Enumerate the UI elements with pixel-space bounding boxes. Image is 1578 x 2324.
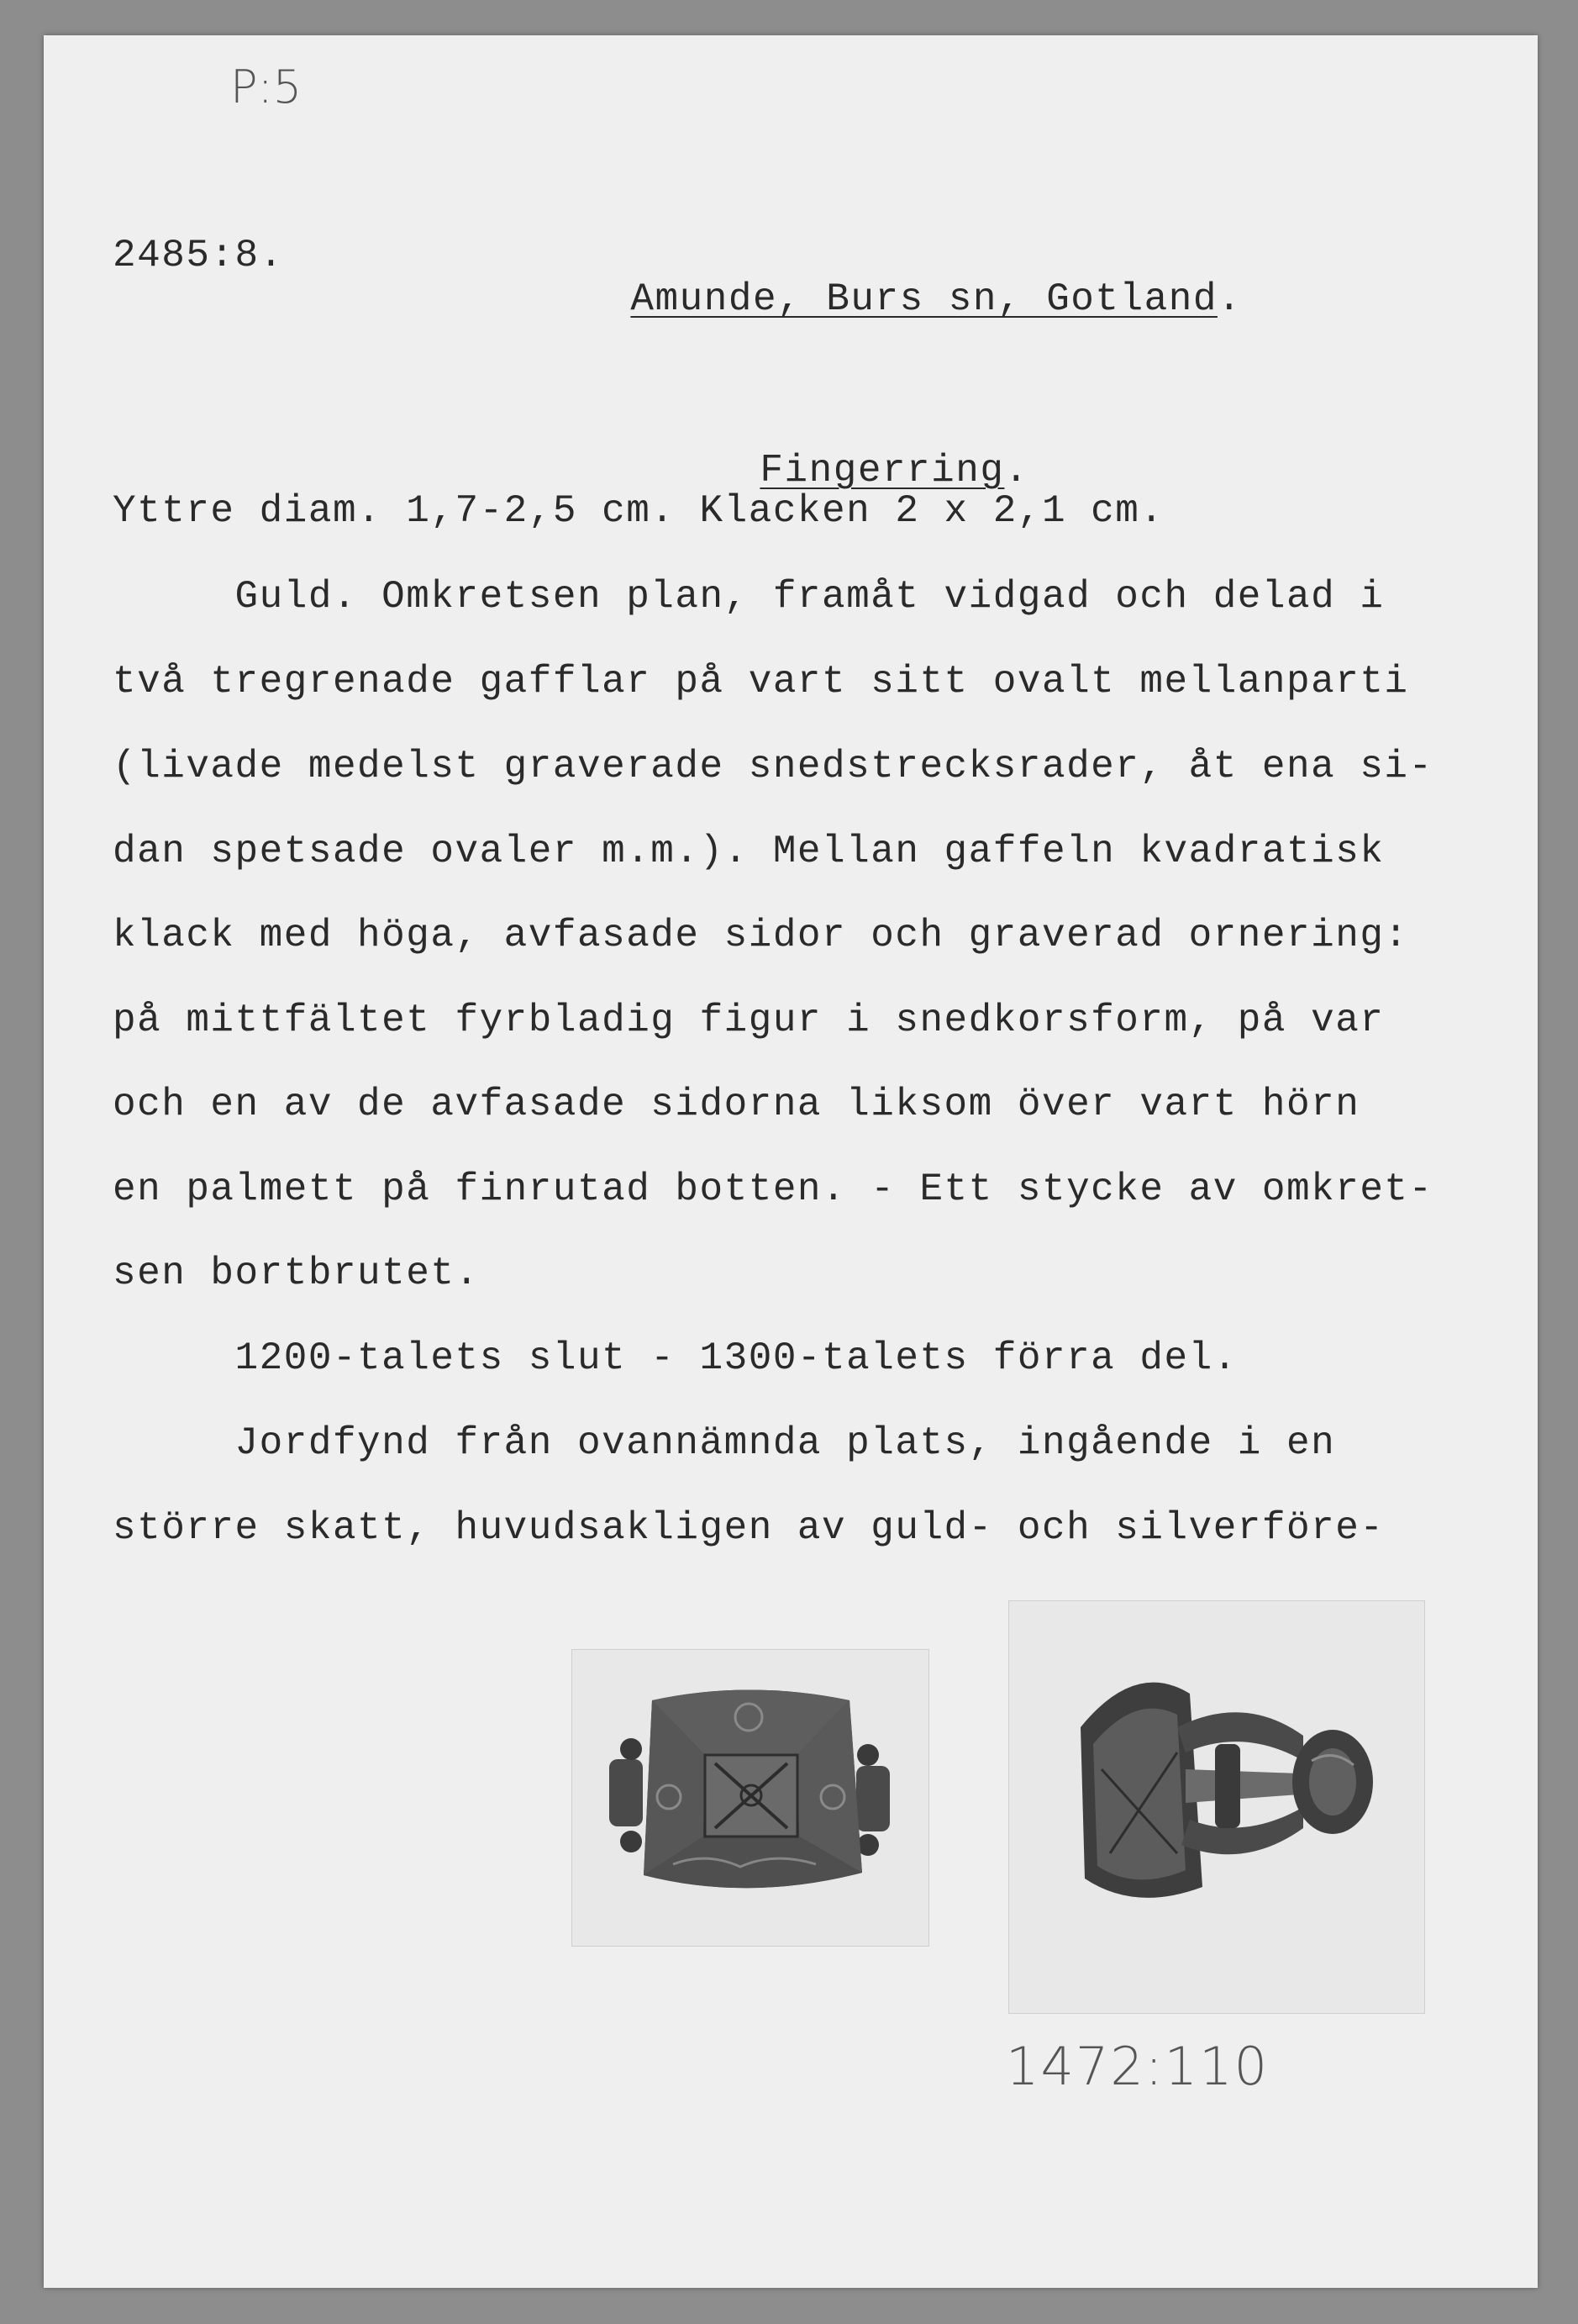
ring-side-photo bbox=[1008, 1600, 1425, 2014]
text-line: och en av de avfasade sidorna liksom över vart hörn bbox=[113, 1083, 1360, 1126]
ring-side-illustration bbox=[1009, 1601, 1424, 2013]
handwritten-number: 1472:110 bbox=[1006, 2036, 1270, 2097]
text-line: klack med höga, avfasade sidor och graverad ornering: bbox=[113, 914, 1409, 957]
catalog-number: 2485:8. bbox=[113, 234, 284, 277]
find-location-text: Amunde, Burs sn, Gotland bbox=[630, 277, 1218, 321]
text-line: (livade medelst graverade snedstrecksrader, åt ena si- bbox=[113, 745, 1433, 788]
ring-bezel-illustration bbox=[572, 1650, 928, 1946]
text-line: på mittfältet fyrbladig figur i snedkorsform, på var bbox=[113, 999, 1385, 1042]
text-line: en palmett på finrutad botten. - Ett stycke av omkret- bbox=[113, 1167, 1433, 1211]
object-title-text: Fingerring bbox=[760, 449, 1005, 493]
text-line: Jordfynd från ovannämnda plats, ingående i en bbox=[113, 1421, 1336, 1465]
text-line: Yttre diam. 1,7-2,5 cm. Klacken 2 x 2,1 cm. bbox=[113, 489, 1165, 533]
find-location bbox=[533, 234, 1242, 365]
ring-bezel-photo bbox=[571, 1649, 929, 1947]
find-location-end: . bbox=[1217, 277, 1243, 321]
text-line: större skatt, huvudsakligen av guld- och silverföre- bbox=[113, 1506, 1385, 1550]
catalog-card bbox=[44, 35, 1538, 2288]
text-line: dan spetsade ovaler m.m.). Mellan gaffeln kvadratisk bbox=[113, 830, 1385, 873]
text-line: 1200-talets slut - 1300-talets förra del. bbox=[113, 1336, 1238, 1380]
text-line: två tregrenade gafflar på vart sitt ovalt mellanparti bbox=[113, 660, 1409, 704]
object-title-end: . bbox=[1004, 449, 1029, 493]
corner-note: P:5 bbox=[230, 61, 302, 113]
text-line: sen bortbrutet. bbox=[113, 1252, 480, 1295]
text-line: Guld. Omkretsen plan, framåt vidgad och delad i bbox=[113, 575, 1385, 619]
